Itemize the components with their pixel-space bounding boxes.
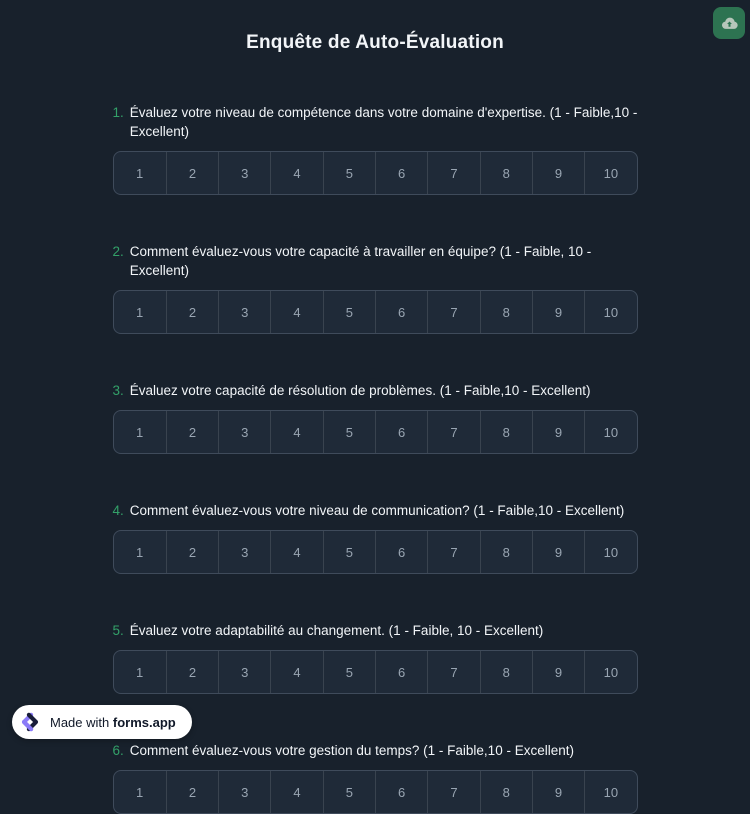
rating-option-1[interactable]: 1 [136,165,144,181]
rating-option-1[interactable]: 1 [136,664,144,680]
question-text: Évaluez votre capacité de résolution de problèmes. (1 - Faible,10 - Excellent) [129,383,591,398]
question-text: Comment évaluez-vous votre niveau de communication? (1 - Faible,10 - Excellent) [129,503,625,518]
question-list [113,103,638,814]
question-text: Comment évaluez-vous votre gestion du temps? (1 - Faible,10 - Excellent) [129,743,574,758]
question-number: 6. [112,743,124,758]
question-item [113,242,638,334]
rating-option-8[interactable]: 8 [480,411,532,453]
rating-option-3[interactable]: 3 [218,531,270,573]
rating-scale [113,290,638,334]
rating-option-4[interactable]: 4 [270,291,322,333]
rating-option-5[interactable]: 5 [323,152,375,194]
rating-option-8[interactable]: 8 [480,531,532,573]
question-item [113,381,638,454]
rating-option-9[interactable]: 9 [532,651,584,693]
question-label [113,381,638,400]
rating-option-2[interactable]: 2 [166,771,218,813]
question-text: Évaluez votre adaptabilité au changement. (1 - Faible, 10 - Excellent) [129,623,544,638]
rating-option-2[interactable]: 2 [166,411,218,453]
rating-option-8[interactable]: 8 [480,152,532,194]
question-number: 4. [112,503,124,518]
cloud-upload-icon [721,15,738,32]
rating-option-10[interactable]: 10 [584,651,636,693]
rating-option-3[interactable]: 3 [218,152,270,194]
rating-scale [113,530,638,574]
brand-name: forms.app [112,714,176,730]
rating-option-10[interactable]: 10 [584,291,636,333]
rating-option-5[interactable]: 5 [323,771,375,813]
rating-option-3[interactable]: 3 [218,771,270,813]
rating-scale [113,410,638,454]
rating-option-4[interactable]: 4 [270,531,322,573]
question-label [113,103,638,141]
rating-option-9[interactable]: 9 [532,152,584,194]
rating-option-6[interactable]: 6 [375,651,427,693]
rating-option-6[interactable]: 6 [375,152,427,194]
rating-option-4[interactable]: 4 [270,771,322,813]
rating-option-7[interactable]: 7 [427,411,479,453]
rating-option-2[interactable]: 2 [166,291,218,333]
rating-option-6[interactable]: 6 [375,531,427,573]
rating-option-5[interactable]: 5 [323,531,375,573]
rating-option-9[interactable]: 9 [532,531,584,573]
question-label [113,242,638,280]
rating-option-10[interactable]: 10 [584,411,636,453]
question-text: Comment évaluez-vous votre capacité à travailler en équipe? (1 - Faible, 10 - Excellent) [129,244,592,278]
rating-option-8[interactable]: 8 [480,771,532,813]
rating-option-3[interactable]: 3 [218,651,270,693]
rating-option-4[interactable]: 4 [270,651,322,693]
question-item [113,501,638,574]
rating-option-1[interactable]: 1 [136,784,144,800]
question-label [113,741,638,760]
made-with-text: Made with [50,714,110,730]
rating-option-1[interactable]: 1 [136,304,144,320]
rating-option-9[interactable]: 9 [532,411,584,453]
question-label [113,621,638,640]
question-number: 1. [112,105,124,120]
forms-app-logo-icon [18,710,42,734]
rating-option-10[interactable]: 10 [584,771,636,813]
rating-option-6[interactable]: 6 [375,291,427,333]
rating-option-5[interactable]: 5 [323,291,375,333]
rating-option-2[interactable]: 2 [166,152,218,194]
question-item [113,621,638,694]
rating-option-1[interactable]: 1 [136,424,144,440]
rating-option-10[interactable]: 10 [584,152,636,194]
rating-option-6[interactable]: 6 [375,411,427,453]
question-label [113,501,638,520]
rating-option-8[interactable]: 8 [480,651,532,693]
page-title: Enquête de Auto-Évaluation [246,32,504,53]
rating-option-4[interactable]: 4 [270,411,322,453]
rating-option-7[interactable]: 7 [427,152,479,194]
rating-option-5[interactable]: 5 [323,651,375,693]
rating-option-10[interactable]: 10 [584,531,636,573]
rating-option-2[interactable]: 2 [166,651,218,693]
rating-scale [113,770,638,814]
rating-option-8[interactable]: 8 [480,291,532,333]
question-item [113,741,638,814]
made-with-label [50,715,176,730]
rating-option-7[interactable]: 7 [427,771,479,813]
rating-option-4[interactable]: 4 [270,152,322,194]
rating-option-3[interactable]: 3 [218,291,270,333]
question-item [113,103,638,195]
question-number: 3. [112,383,124,398]
rating-option-5[interactable]: 5 [323,411,375,453]
rating-option-7[interactable]: 7 [427,291,479,333]
question-number: 5. [112,623,124,638]
survey-page [113,0,638,814]
rating-option-9[interactable]: 9 [532,771,584,813]
rating-option-1[interactable]: 1 [136,544,144,560]
rating-option-7[interactable]: 7 [427,531,479,573]
rating-option-7[interactable]: 7 [427,651,479,693]
rating-scale [113,650,638,694]
rating-option-6[interactable]: 6 [375,771,427,813]
question-text: Évaluez votre niveau de compétence dans votre domaine d'expertise. (1 - Faible,10 - Excellent) [129,105,638,139]
rating-scale [113,151,638,195]
rating-option-3[interactable]: 3 [218,411,270,453]
rating-option-2[interactable]: 2 [166,531,218,573]
upload-button[interactable] [713,7,745,39]
question-number: 2. [112,244,124,259]
rating-option-9[interactable]: 9 [532,291,584,333]
made-with-badge[interactable] [12,705,192,739]
